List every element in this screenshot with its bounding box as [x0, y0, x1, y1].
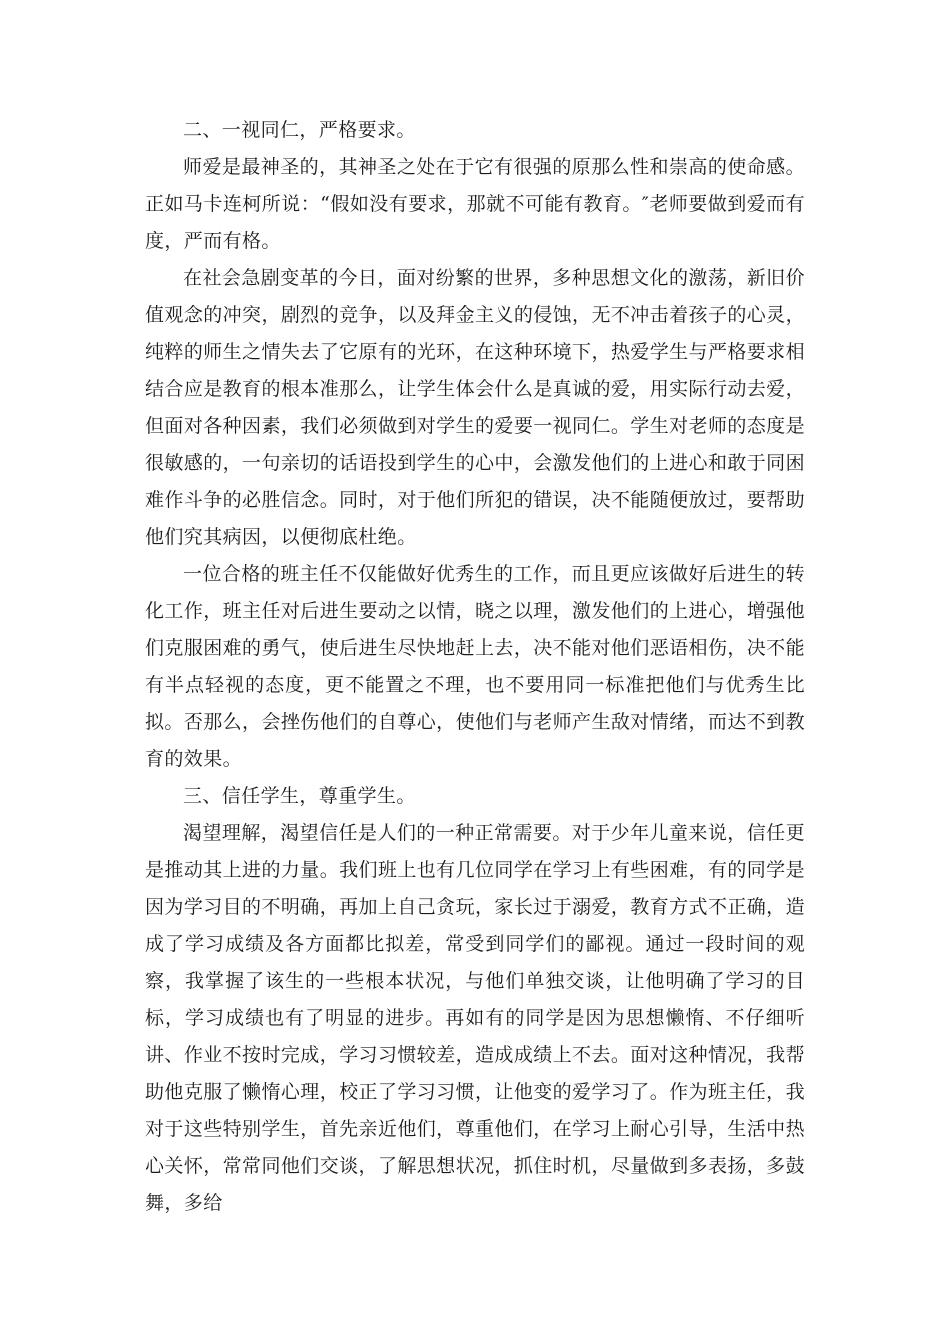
paragraph-1: 师爱是最神圣的，其神圣之处在于它有很强的原那么性和崇高的使命感。正如马卡连柯所说：“假如没有要求，那就不可能有教育。″老师要做到爱而有度，严而有格。 — [145, 156, 805, 252]
section-heading-3: 三、信任学生，尊重学生。 — [183, 785, 416, 807]
paragraph-4: 渴望理解，渴望信任是人们的一种正常需要。对于少年儿童来说，信任更是推动其上进的力量。我们班上也有几位同学在学习上有些困难，有的同学是因为学习目的不明确，再加上自己贪玩，家长过于溺爱，教育方式不正确，造成了学习成绩及各方面都比拟差，常受到同学们的鄙视。通过一段时间的观察，我掌握了该生的一些根本状况，与他们单独交谈，让他明确了学习的目标，学习成绩也有了明显的进步。再如有的同学是因为思想懒惰、不仔细听讲、作业不按时完成，学习习惯较差，造成成绩上不去。面对这种情况，我帮助他克服了懒惰心理，校正了学习习惯，让他变的爱学习了。作为班主任，我对于这些特别学生，首先亲近他们，尊重他们，在学习上耐心引导，生活中热心关怀，常常同他们交谈，了解思想状况，抓住时机，尽量做到多表扬，多鼓舞，多给 — [145, 822, 805, 1214]
document-body — [145, 112, 805, 1222]
section-heading-2: 二、一视同仁，严格要求。 — [183, 119, 416, 141]
paragraph-3: 一位合格的班主任不仅能做好优秀生的工作，而且更应该做好后进生的转化工作，班主任对后进生要动之以情，晓之以理，激发他们的上进心，增强他们克服困难的勇气，使后进生尽快地赶上去，决不能对他们恶语相伤，决不能有半点轻视的态度，更不能置之不理，也不要用同一标准把他们与优秀生比拟。否那么，会挫伤他们的自尊心，使他们与老师产生敌对情绪，而达不到教育的效果。 — [145, 563, 805, 770]
paragraph-2: 在社会急剧变革的今日，面对纷繁的世界，多种思想文化的激荡，新旧价值观念的冲突，剧烈的竞争，以及拜金主义的侵蚀，无不冲击着孩子的心灵，纯粹的师生之情失去了它原有的光环，在这种环境下，热爱学生与严格要求相结合应是教育的根本准那么，让学生体会什么是真诚的爱，用实际行动去爱，但面对各种因素，我们必须做到对学生的爱要一视同仁。学生对老师的态度是很敏感的，一句亲切的话语投到学生的心中，会激发他们的上进心和敢于同困难作斗争的必胜信念。同时，对于他们所犯的错误，决不能随便放过，要帮助他们究其病因，以便彻底杜绝。 — [145, 267, 805, 548]
